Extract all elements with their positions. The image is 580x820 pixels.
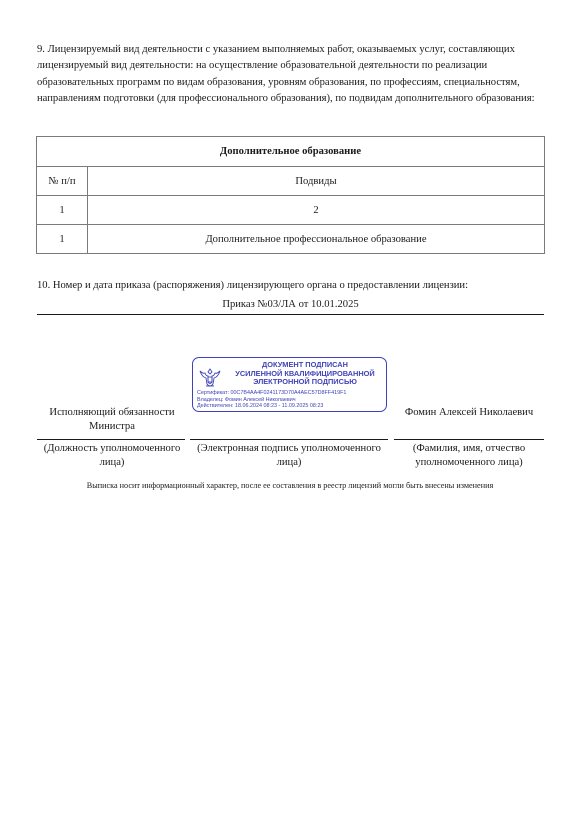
stamp-validity: Действителен: 18.06.2024 08:23 - 11.09.2025 08:23 — [197, 403, 324, 409]
signature-caption: (Электронная подпись уполномоченного лица) — [197, 443, 381, 468]
column-header-subtypes: Подвиды — [88, 167, 545, 196]
order-underline — [37, 314, 544, 315]
name-caption: (Фамилия, имя, отчество уполномоченного лица) — [412, 443, 526, 468]
coat-of-arms-icon — [197, 364, 223, 390]
position-caption: (Должность уполномоченного лица) — [43, 443, 181, 468]
table-index-row — [37, 196, 545, 225]
table-title-row — [37, 137, 545, 167]
signatory-position: Исполняющий обязанности Министра — [49, 407, 175, 432]
column-index-2: 2 — [88, 196, 545, 225]
column-index-1: 1 — [37, 196, 88, 225]
section-10-text: 10. Номер и дата приказа (распоряжения) лицензирующего органа о предоставлении лицензии: — [37, 280, 469, 291]
position-line — [37, 439, 185, 440]
order-number: Приказ №03/ЛА от 10.01.2025 — [222, 299, 359, 310]
table-title: Дополнительное образование — [37, 137, 545, 167]
name-line — [394, 439, 544, 440]
stamp-heading: ДОКУМЕНТ ПОДПИСАН УСИЛЕННОЙ КВАЛИФИЦИРОВАННОЙ ЭЛЕКТРОННОЙ ПОДПИСЬЮ — [235, 360, 375, 387]
row-subtype: Дополнительное профессиональное образование — [88, 225, 545, 254]
table-row — [37, 225, 545, 254]
signature-line — [190, 439, 388, 440]
section-9-text: 9. Лицензируемый вид деятельности с указанием выполняемых работ, оказываемых услуг, составляющих лицензируемый вид деятельности: на осуществление образовательной деятельности по реализации образовательных программ по видам образования, уровням образования, по профессиям, специальностям, направлениям подготовки (для профессионального образования), по подвидам дополнительного образования: — [37, 44, 535, 105]
footer-note: Выписка носит информационный характер, после ее составления в реестр лицензий могли быть внесены изменения — [86, 481, 494, 490]
e-signature-stamp — [192, 357, 387, 412]
stamp-certificate: Сертификат: 00C7B4AA4F0241173D70A4AEC57D8FF419F1 — [197, 390, 347, 396]
column-header-number: № п/п — [37, 167, 88, 196]
education-subtypes-table — [36, 136, 545, 254]
signatory-name: Фомин Алексей Николаевич — [404, 407, 534, 418]
table-header-row — [37, 167, 545, 196]
row-number: 1 — [37, 225, 88, 254]
stamp-owner: Владелец: Фомин Алексей Николаевич — [197, 396, 296, 403]
